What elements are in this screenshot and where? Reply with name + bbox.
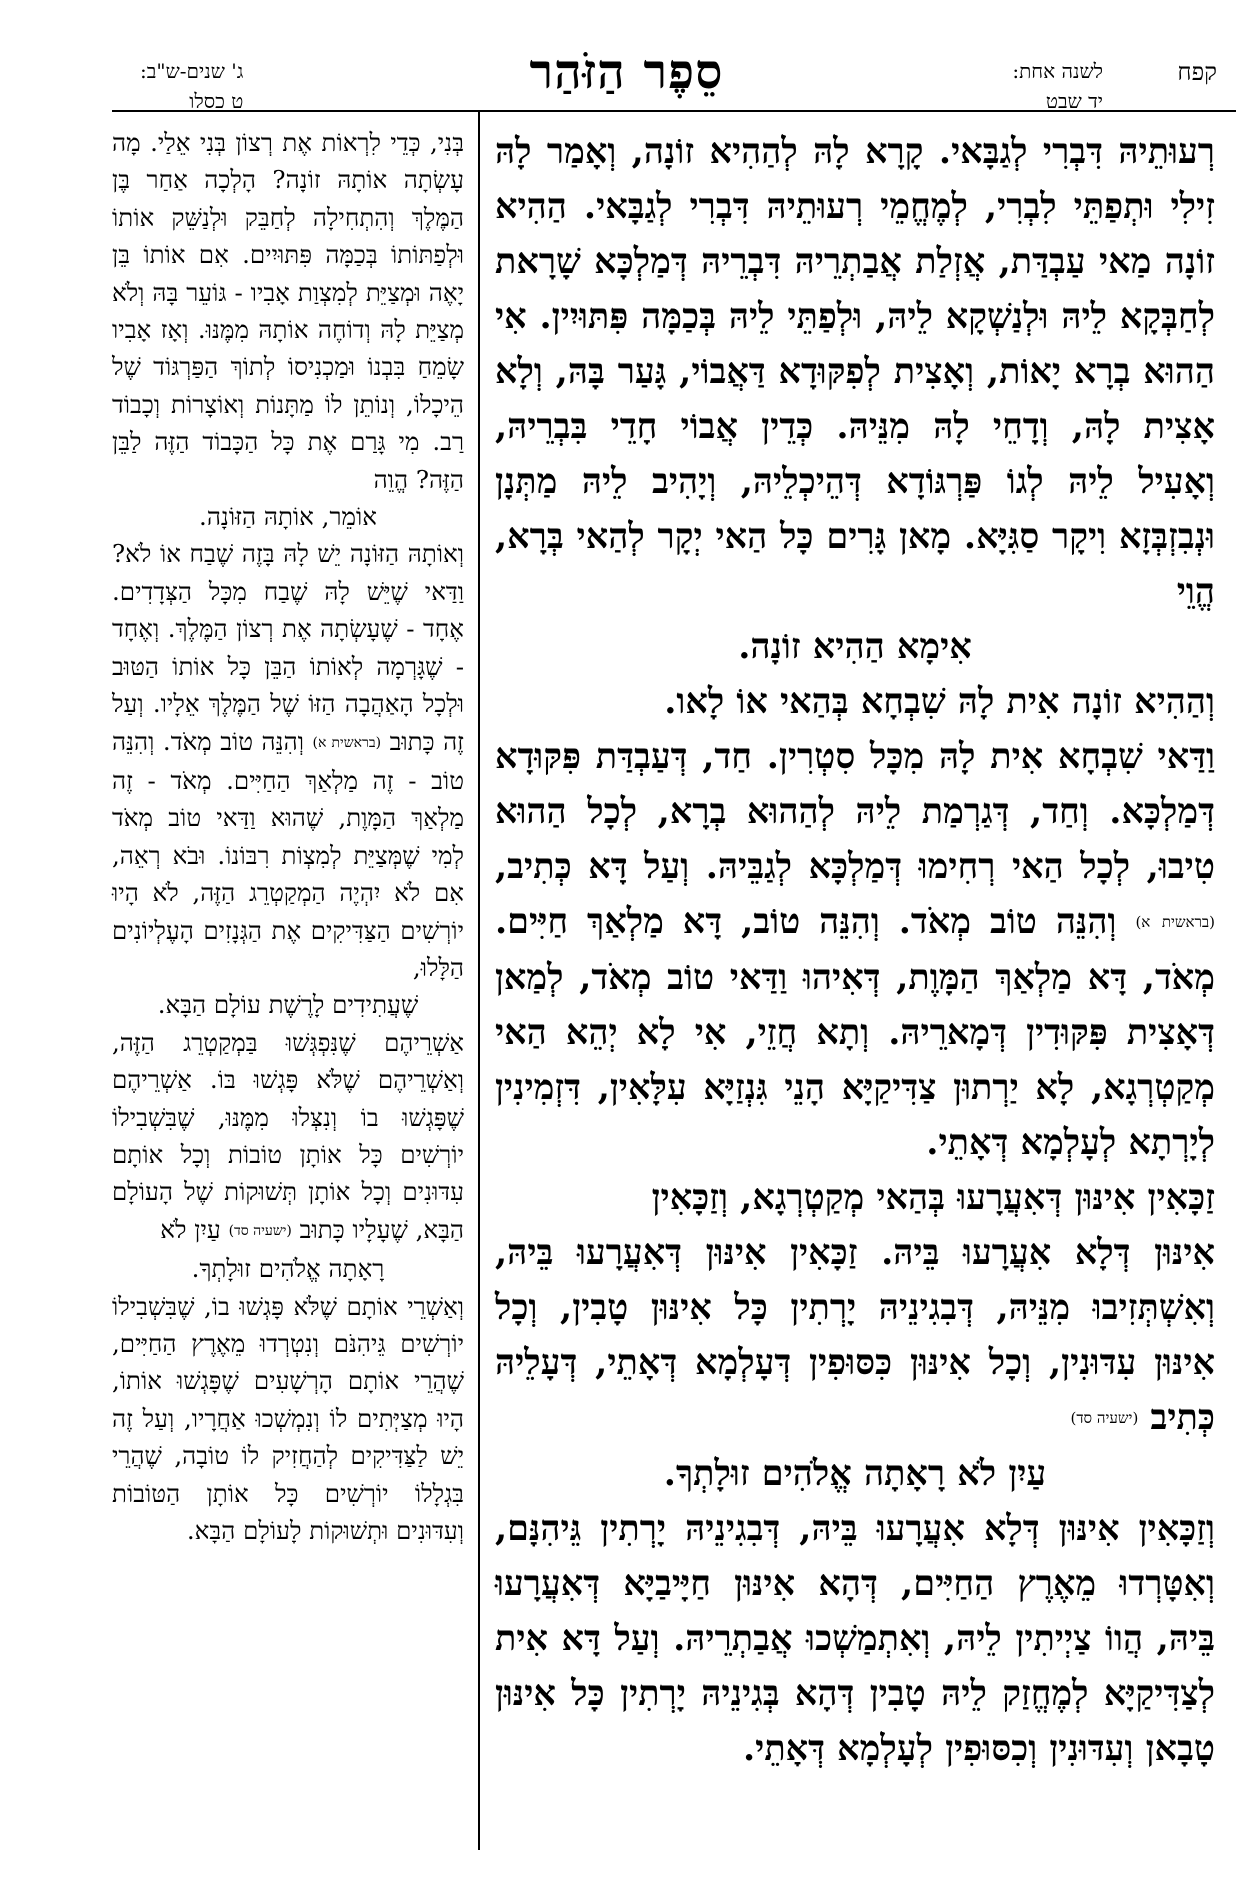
three-year-schedule bbox=[140, 56, 243, 116]
main-paragraph: עַיִן לֹא רָאָתָה אֱלֹהִים זוּלָתְךָ. bbox=[663, 1453, 1047, 1494]
yearly-schedule-label: לשנה אחת: bbox=[1012, 59, 1103, 83]
main-paragraph: אִימָא הַהִיא זוֹנָה. bbox=[738, 626, 972, 667]
side-paragraph: אוֹמֵר, אוֹתָהּ הַזּוֹנָה. bbox=[199, 502, 377, 532]
main-paragraph: וַדַּאי שִׁבְחָא אִית לָהּ מִכָּל סִטְרִין. חַד, דְּעַבְדַּת פִּקּוּדָא דְּמַלְכָּא. וְחַד, דְּגַרְמַת לֵיהּ לְהַהוּא בְרָא, לְכָל הַהוּא טִיבוּ, לְכָל הַאי רְחִימוּ דְּמַלְכָּא לְגַבֵּיהּ. וְעַל דָּא כְּתִיב, (בראשית א) וְהִנֵּה טוֹב מְאֹד. וְהִנֵּה טוֹב, דָּא מַלְאַךְ חַיִּים. מְאֹד, דָּא מַלְאַךְ הַמָּוֶת, דְּאִיהוּ וַדַּאי טוֹב מְאֹד, לְמַאן דְּאָצִית פִּקּוּדִין דְּמָארֵיהּ. וְתָא חֲזֵי, אִי לָא יְהֵא הַאי מְקַטְרְגָא, לָא יַרְתוּן צַדִּיקַיָּא הָנֵי גִּנְזַיָּא עִלָּאִין, דִּזְמִינִין לְיָרְתָא לְעָלְמָא דְּאָתֵי. bbox=[495, 736, 1216, 1163]
three-year-schedule-label: ג' שנים-ש"ב: bbox=[140, 59, 244, 83]
scripture-reference: (ישעיה סד) bbox=[1070, 1409, 1139, 1427]
side-paragraph: רָאָתָה אֱלֹהִים זוּלָתְךָ. bbox=[191, 1254, 385, 1284]
side-paragraph: בְּנִי, כְּדֵי לִרְאוֹת אֶת רְצוֹן בְּנִי אֵלַי. מָה עָשְׂתָה אוֹתָהּ זוֹנָה? הָלְכָה אַחַר בֶּן הַמֶּלֶךְ וְהִתְחִילָה לְחַבֵּק וּלְנַשֵּׁק אוֹתוֹ וּלְפַתּוֹתוֹ בְּכַמָּה פִּתּוּיִים. אִם אוֹתוֹ בֵּן יָאֶה וּמְצַיֵּת לְמִצְוַת אָבִיו - גּוֹעֵר בָּהּ וְלֹא מְצַיֵּת לָהּ וְדוֹחֶה אוֹתָהּ מִמֶּנּוּ. וְאָז אָבִיו שָׂמֵחַ בִּבְנוֹ וּמַכְנִיסוֹ לְתוֹךְ הַפַּרְגּוֹד שֶׁל הֵיכָלוֹ, וְנוֹתֵן לוֹ מַתָּנוֹת וְאוֹצָרוֹת וְכָבוֹד רַב. מִי גָּרַם אֶת כָּל הַכָּבוֹד הַזֶּה לַבֵּן הַזֶּה? הֱוֵה bbox=[112, 128, 464, 494]
main-paragraph: אִינּוּן דְּלָא אִעֲרָעוּ בֵּיהּ. זַכָּאִין אִינּוּן דְּאִעֲרָעוּ בֵּיהּ, וְאִשְׁתְּזִיבוּ מִנֵּיהּ, דְּבִגִינֵיהּ יָרְתִין כָּל אִינּוּן טָבִין, וְכָל אִינּוּן עִדּוּנִין, וְכָל אִינּוּן כִּסּוּפִין דְּעָלְמָא דְּאָתֵי, דְּעָלֵיהּ כְּתִיב (ישעיה סד) bbox=[495, 1232, 1215, 1438]
side-paragraph: וְאַשְׁרֵי אוֹתָם שֶׁלֹּא פָּגְשׁוּ בוֹ, שֶׁבִּשְׁבִילוֹ יוֹרְשִׁים גֵּיהִנֹּם וְנִטְרְדוּ מֵאֶרֶץ הַחַיִּים, שֶׁהֲרֵי אוֹתָם הָרְשָׁעִים שֶׁפָּגְשׁוּ אוֹתוֹ, הָיוּ מְצַיְּתִים לוֹ וְנִמְשְׁכוּ אַחֲרָיו, וְעַל זֶה יֵשׁ לַצַּדִּיקִים לְהַחֲזִיק לוֹ טוֹבָה, שֶׁהֲרֵי בִּגְלָלוֹ יוֹרְשִׁים כָּל אוֹתָן הַטּוֹבוֹת וְעִדּוּנִים וּתְשׁוּקוֹת לָעוֹלָם הַבָּא. bbox=[112, 1291, 464, 1546]
page-header bbox=[0, 0, 1253, 113]
main-paragraph: רְעוּתֵיהּ דִּבְרִי לְגַבָּאי. קָרָא לָהּ לְהַהִיא זוֹנָה, וְאָמַר לָהּ זִילִי וּתְפַתֵּי לִבְרִי, לְמֶחֱמֵי רְעוּתֵיהּ דִּבְרִי לְגַבָּאי. הַהִיא זוֹנָה מַאי עַבְדַּת, אֲזְלַת אֲבַתְרֵיהּ דִּבְרֵיהּ דְּמַלְכָּא שָׁרָאת לְחַבְּקָא לֵיהּ וּלְנַשְׁקָא לֵיהּ, וּלְפַתֵּי לֵיהּ בְּכַמָּה פִּתּוּיִין. אִי הַהוּא בְרָא יָאוֹת, וְאָצִית לְפִקּוּדָא דַּאֲבוֹי, גָּעַר בָּהּ, וְלָא אָצִית לָהּ, וְדָחֵי לָהּ מִנֵּיהּ. כְּדֵין אֲבוֹי חָדֵי בִּבְרֵיהּ, וְאָעִיל לֵיהּ לְגוֹ פַּרְגּוֹדָא דְּהֵיכְלֵיהּ, וְיָהִיב לֵיהּ מַתְּנָן וּנְבִזְבְּזָא וִיקָר סַגִּיָּא. מָאן גָּרִים כָּל הַאי יְקָר לְהַאי בְּרָא, הֱוֵי bbox=[495, 131, 1215, 612]
column-divider bbox=[478, 110, 480, 1850]
yearly-schedule-date: יד שבט bbox=[1045, 89, 1103, 113]
main-paragraph: זַכָּאִין אִינּוּן דְּאִעֲרָעוּ בְּהַאי מְקַטְרְגָא, וְזַכָּאִין bbox=[651, 1177, 1215, 1218]
side-paragraph: אַשְׁרֵיהֶם שֶׁנִּפְגְּשׁוּ בַּמְקַטְרֵג הַזֶּה, וְאַשְׁרֵיהֶם שֶׁלֹּא פָּגְשׁוּ בּוֹ. אַשְׁרֵיהֶם שֶׁפָּגְשׁוּ בוֹ וְנִצְּלוּ מִמֶּנּוּ, שֶׁבִּשְׁבִילוֹ יוֹרְשִׁים כָּל אוֹתָן טוֹבוֹת וְכָל אוֹתָם עִדּוּנִים וְכָל אוֹתָן תְּשׁוּקוֹת שֶׁל הָעוֹלָם הַבָּא, שֶׁעָלָיו כָּתוּב (ישעיה סד) עַיִן לֹא bbox=[112, 1027, 464, 1244]
side-paragraph: שֶׁעֲתִידִים לָרֶשֶׁת עוֹלָם הַבָּא. bbox=[157, 990, 419, 1020]
aramaic-text-column bbox=[495, 124, 1215, 1776]
side-paragraph: וְאוֹתָהּ הַזּוֹנָה יֵשׁ לָהּ בָּזֶה שֶׁבַח אוֹ לֹא? וַדַּאי שֶׁיֵּשׁ לָהּ שֶׁבַח מִכָּל הַצְּדָדִים. אֶחָד - שֶׁעָשְׂתָה אֶת רְצוֹן הַמֶּלֶךְ. וְאֶחָד - שֶׁגָּרְמָה לְאוֹתוֹ הַבֵּן כָּל אוֹתוֹ הַטּוּב וּלְכָל הָאַהֲבָה הַזּוֹ שֶׁל הַמֶּלֶךְ אֵלָיו. וְעַל זֶה כָּתוּב (בראשית א) וְהִנֵּה טוֹב מְאֹד. וְהִנֵּה טוֹב - זֶה מַלְאַךְ הַחַיִּים. מְאֹד - זֶה מַלְאַךְ הַמָּוֶת, שֶׁהוּא וַדַּאי טוֹב מְאֹד לְמִי שֶׁמְּצַיֵּת לְמִצְוֹת רִבּוֹנוֹ. וּבֹא רְאֵה, אִם לֹא יִהְיֶה הַמְקַטְרֵג הַזֶּה, לֹא הָיוּ יוֹרְשִׁים הַצַּדִּיקִים אֶת הַגְּנָזִים הָעֶלְיוֹנִים הַלָּלוּ, bbox=[112, 539, 465, 982]
scripture-reference: (ישעיה סד) bbox=[228, 1222, 292, 1239]
page-number: קפח bbox=[1177, 58, 1217, 86]
main-paragraph: וְזַכָּאִין אִינּוּן דְּלָא אִעֲרָעוּ בֵּיהּ, דְּבִגִינֵיהּ יָרְתִין גֵּיהִנָּם, וְאִטָּרְדוּ מֵאֶרֶץ הַחַיִּים, דְּהָא אִינּוּן חַיָּיבַיָּא דְּאִעֲרָעוּ בֵּיהּ, הֲווֹ צַיְיתִין לֵיהּ, וְאִתְמַשְׁכוּ אֲבַתְרֵיהּ. וְעַל דָּא אִית לְצַדִּיקַיָּא לְמֶחֱזַק לֵיהּ טָבִין דְּהָא בְּגִינֵיהּ יָרְתִין כָּל אִינּוּן טָבָאן וְעִדּוּנִין וְכִסּוּפִין לְעָלְמָא דְּאָתֵי. bbox=[495, 1508, 1215, 1769]
header-divider bbox=[112, 110, 1236, 112]
book-title: סֵפֶר הַזֹּהַר bbox=[529, 44, 724, 100]
three-year-schedule-date: ט כסלו bbox=[189, 89, 244, 113]
hebrew-translation-column bbox=[112, 124, 464, 1549]
scripture-reference: (בראשית א) bbox=[312, 734, 382, 751]
main-paragraph: וְהַהִיא זוֹנָה אִית לָהּ שִׁבְחָא בְּהַאי אוֹ לָאו. bbox=[664, 681, 1215, 722]
scripture-reference: (בראשית א) bbox=[1135, 913, 1216, 931]
